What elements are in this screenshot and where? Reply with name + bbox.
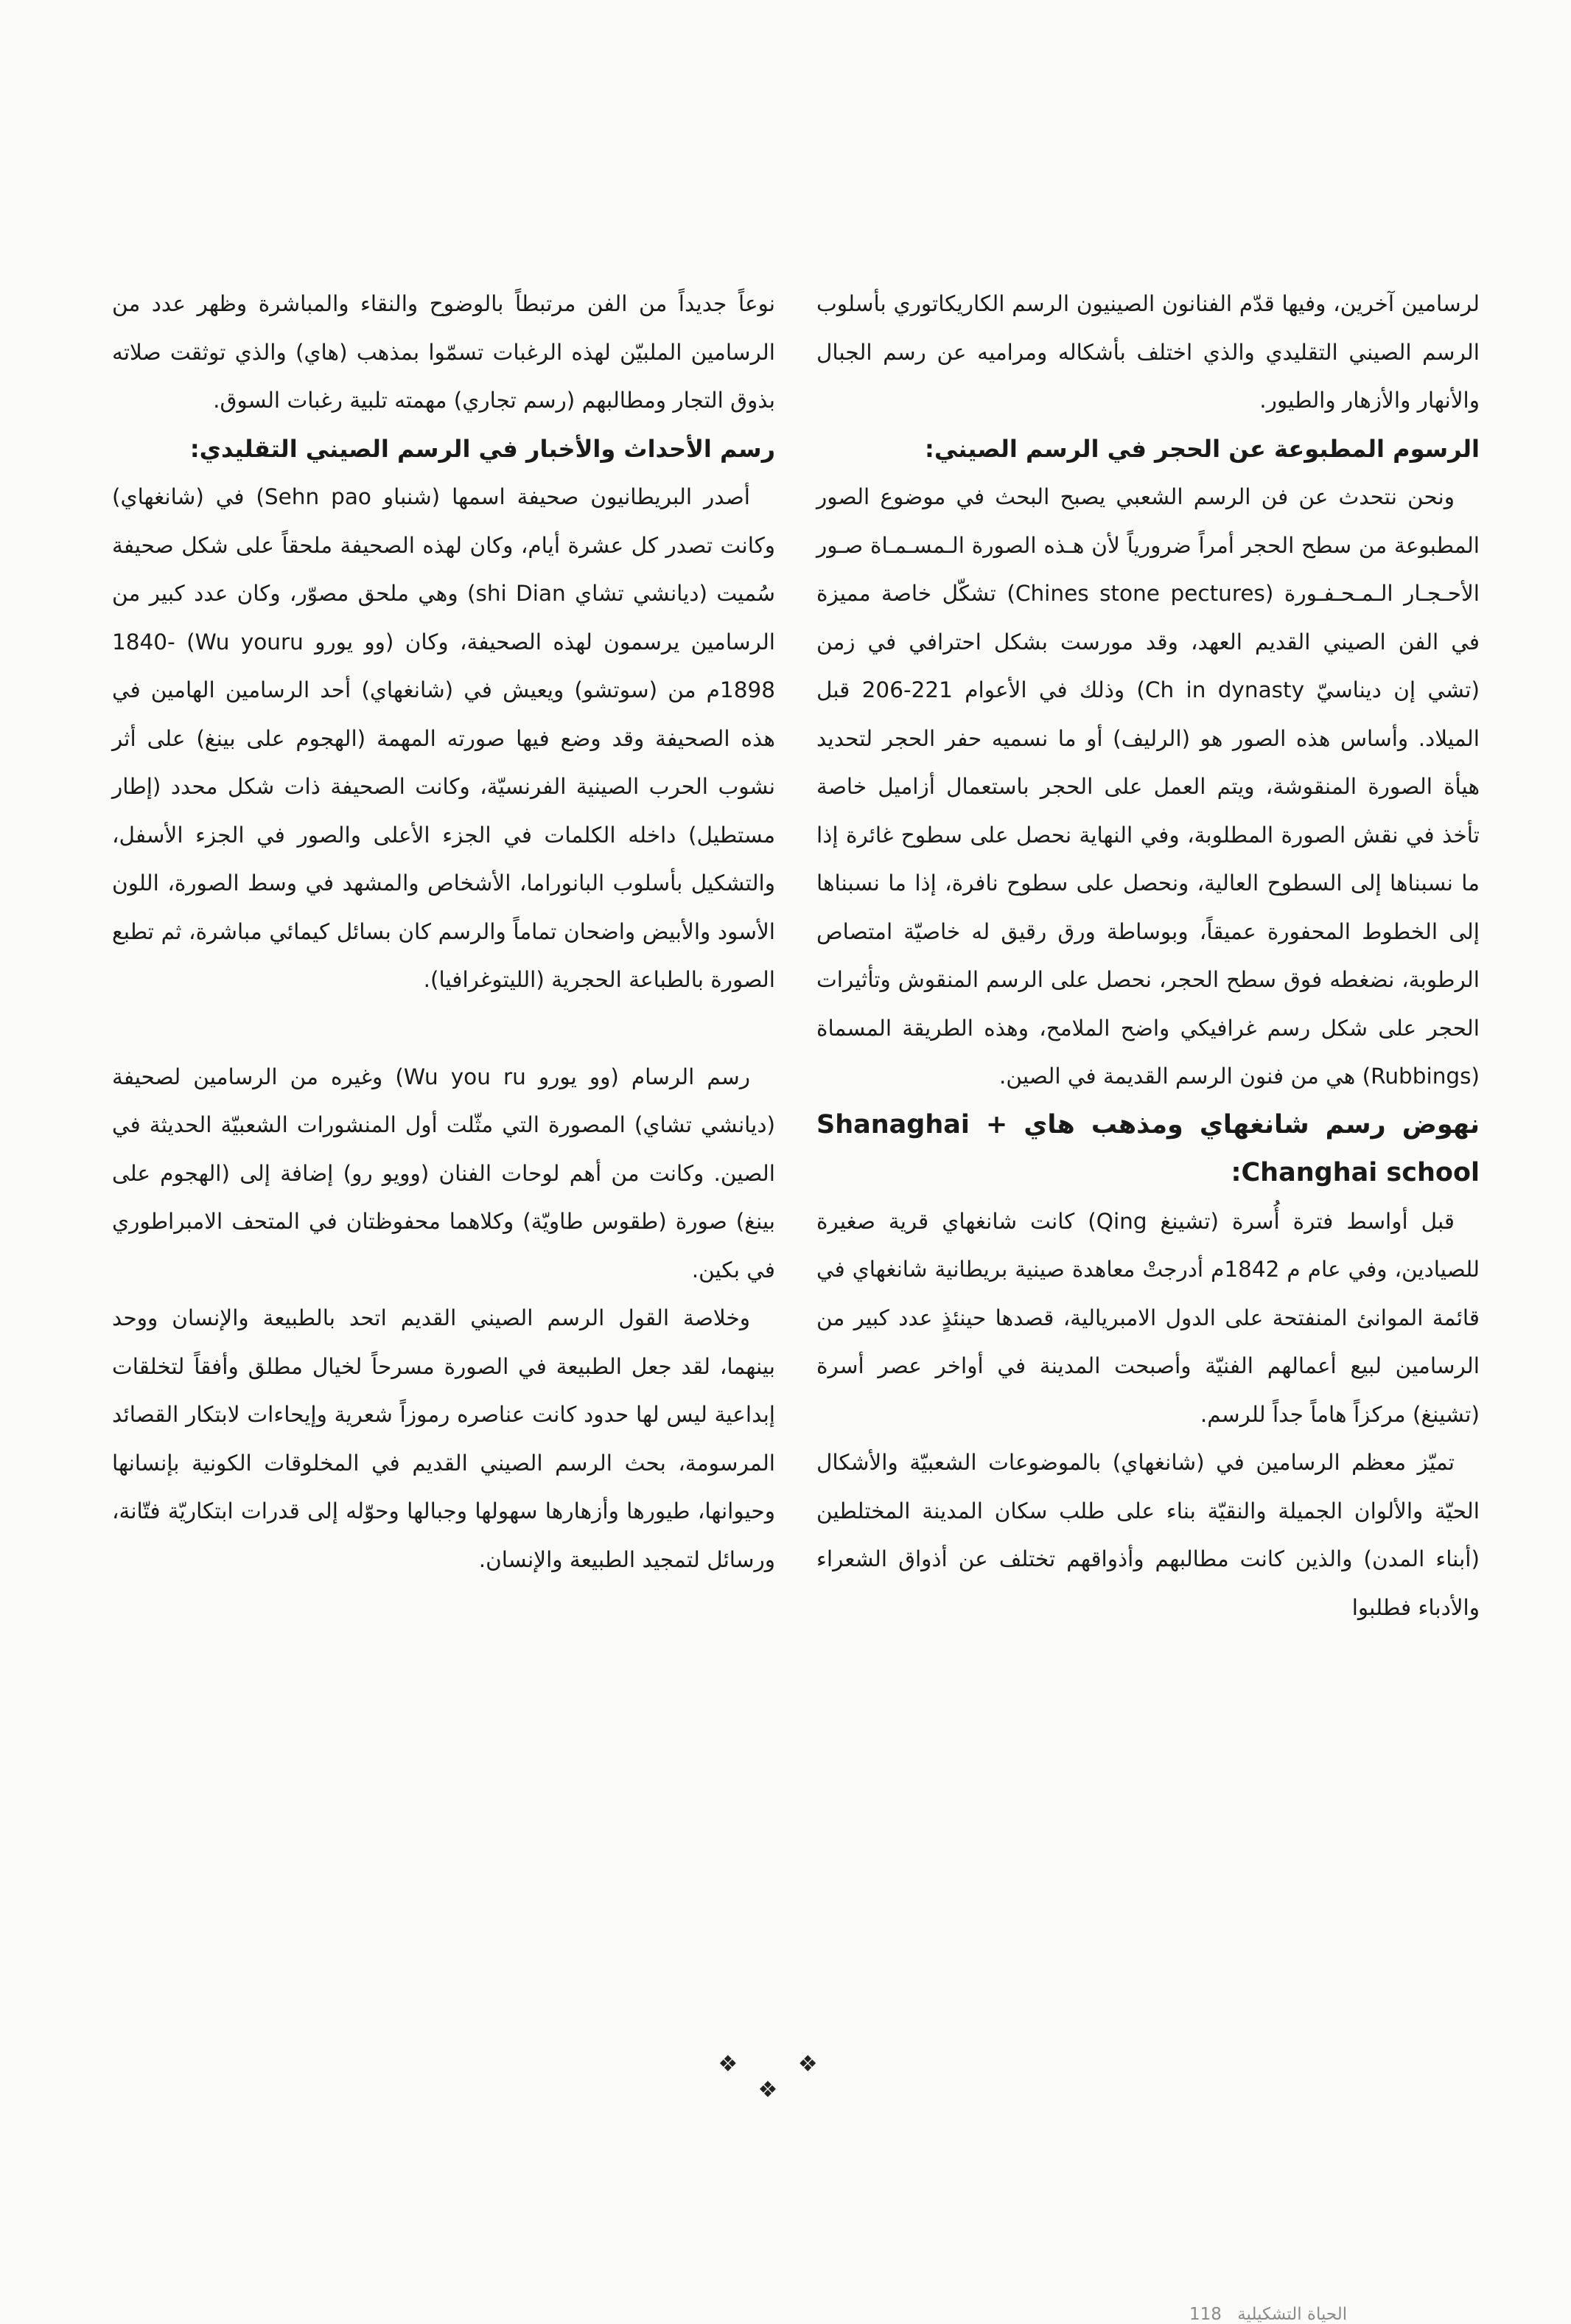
right-column bbox=[816, 280, 1480, 1632]
page-footer bbox=[1179, 2305, 1347, 2324]
paragraph: قبل أواسط فترة أُسرة (تشينغ Qing) كانت شانغهاي قرية صغيرة للصيادين، وفي عام م 1842م أدرجتْ معاهدة صينية بريطانية شانغهاي في قائمة الموانئ المنفتحة على الدول الامبريالية، قصدها حينئذٍ عدد كبير من الرسامين لبيع أعمالهم الفنيّة وأصبحت المدينة في أواخر عصر أسرة (تشينغ) مركزاً هاماً جداً للرسم. bbox=[816, 1208, 1480, 1427]
section-heading: رسم الأحداث والأخبار في الرسم الصيني التقليدي: bbox=[189, 434, 775, 463]
section-divider-ornament: ❖ ❖ ❖ bbox=[718, 2051, 844, 2103]
section-heading: الرسوم المطبوعة عن الحجر في الرسم الصيني: bbox=[925, 434, 1480, 463]
left-column bbox=[112, 280, 775, 1584]
paragraph: تميّز معظم الرسامين في (شانغهاي) بالموضوعات الشعبيّة والأشكال الحيّة والألوان الجميلة والنقيّة بناء على طلب سكان المدينة المختلطين (أبناء المدن) والذين كانت مطالبهم وأذواقهم تختلف عن أذواق الشعراء والأدباء فطلبوا bbox=[816, 1450, 1480, 1620]
magazine-name: الحياة التشكيلية bbox=[1237, 2305, 1348, 2324]
paragraph-gap bbox=[112, 1005, 775, 1053]
paragraph: وخلاصة القول الرسم الصيني القديم اتحد بالطبيعة والإنسان ووحد بينهما، لقد جعل الطبيعة في الصورة مسرحاً لخيال مطلق وأفقاً لتخلقات إبداعية ليس لها حدود كانت عناصره رموزاً شعرية وإيحاءات لابتكار القصائد المرسومة، بحث الرسم الصيني القديم في المخلوقات الكونية بإنسانها وحيوانها، طيورها وأزهارها سهولها وجبالها وحوّله إلى قدرات ابتكاريّة فتّانة، ورسائل لتمجيد الطبيعة والإنسان. bbox=[112, 1305, 775, 1572]
paragraph: أصدر البريطانيون صحيفة اسمها (شنباو Sehn pao) في (شانغهاي) وكانت تصدر كل عشرة أيام، وكان لهذه الصحيفة ملحقاً على شكل صحيفة سُميت (ديانشي تشاي shi Dian) وهي ملحق مصوّر، وكان عدد كبير من الرسامين يرسمون لهذه الصحيفة، وكان (وو يورو Wu youru) 1840-1898م من (سوتشو) ويعيش في (شانغهاي) أحد الرسامين الهامين في هذه الصحيفة وقد وضع فيها صورته المهمة (الهجوم على بينغ) على أثر نشوب الحرب الصينية الفرنسيّة، وكانت الصحيفة ذات شكل محدد (إطار مستطيل) داخله الكلمات في الجزء الأعلى والصور في الجزء الأسفل، والتشكيل بأسلوب البانوراما، الأشخاص والمشهد في وسط الصورة، اللون الأسود والأبيض واضحان تماماً والرسم كان بسائل كيمائي مباشرة، ثم تطبع الصورة بالطباعة الحجرية (الليتوغرافيا). bbox=[112, 484, 776, 992]
paragraph: ونحن نتحدث عن فن الرسم الشعبي يصبح البحث في موضوع الصور المطبوعة من سطح الحجر أمراً ضرورياً لأن هـذه الصورة الـمسـمـاة صـور الأحـجـار الـمـحـفـورة (Chines stone pectures) تشكّل خاصة مميزة في الفن الصيني القديم العهد، وقد مورست بشكل احترافي في زمن (تشي إن ديناسيّ Ch in dynasty) وذلك في الأعوام 221-206 قبل الميلاد. وأساس هذه الصور هو (الرليف) أو ما نسميه حفر الحجر لتحديد هيأة الصورة المنقوشة، ويتم العمل على الحجر باستعمال أزاميل خاصة تأخذ في نقش الصورة المطلوبة، وفي النهاية نحصل على سطوح غائرة إذا ما نسبناها إلى السطوح العالية، ونحصل على سطوح نافرة، إذا ما نسبناها إلى الخطوط المحفورة عميقاً، وبوساطة ورق رقيق له خاصيّة امتصاص الرطوبة، نضغطه فوق سطح الحجر، نحصل على الرسم المنقوش وتأثيرات الحجر على شكل رسم غرافيكي واضح الملامح، وهذه الطريقة المسماة (Rubbings) هي من فنون الرسم القديمة في الصين. bbox=[816, 484, 1480, 1089]
section-heading: نهوض رسم شانغهاي ومذهب هاي Shanaghai + Changhai school: bbox=[816, 1109, 1480, 1187]
paragraph: رسم الرسام (وو يورو Wu you ru) وغيره من الرسامين لصحيفة (ديانشي تشاي) المصورة التي مثّلت أول المنشورات الشعبيّة الحديثة في الصين. وكانت من أهم لوحات الفنان (وويو رو) إضافة إلى (الهجوم على بينغ) صورة (طقوس طاويّة) وكلاهما محفوظتان في المتحف الامبراطوري في بكين. bbox=[112, 1064, 775, 1283]
page-number: 118 bbox=[1189, 2305, 1222, 2324]
paragraph: لرسامين آخرين، وفيها قدّم الفنانون الصينيون الرسم الكاريكاتوري بأسلوب الرسم الصيني التقليدي والذي اختلف بأشكاله ومراميه عن رسم الجبال والأنهار والأزهار والطيور. bbox=[816, 291, 1480, 413]
paragraph: نوعاً جديداً من الفن مرتبطاً بالوضوح والنقاء والمباشرة وظهر عدد من الرسامين الملبيّن لهذه الرغبات تسمّوا بمذهب (هاي) والذي توثقت صلاته بذوق التجار ومطالبهم (رسم تجاري) مهمته تلبية رغبات السوق. bbox=[112, 291, 775, 413]
